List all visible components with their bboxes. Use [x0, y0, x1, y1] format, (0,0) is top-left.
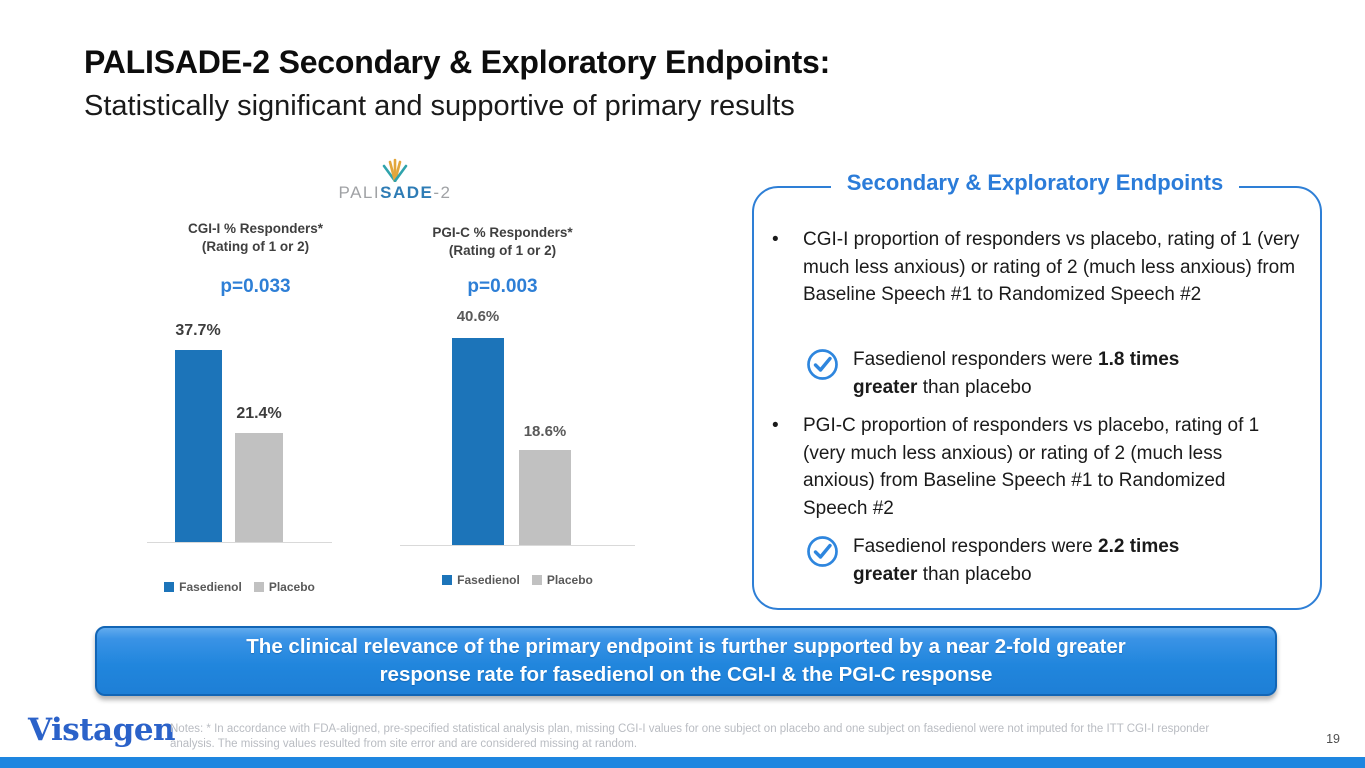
conclusion-banner	[95, 626, 1277, 696]
chart2-p-value: p=0.003	[467, 276, 538, 297]
footnote-line2: analysis. The missing values resulted from site error and are considered missing at random.	[170, 737, 638, 750]
callout-text-bold: 1.8 times greater	[853, 349, 1180, 398]
endpoints-heading-label: Secondary & Exploratory Endpoints	[831, 170, 1240, 195]
check-circle-icon	[806, 535, 839, 568]
chart2-title-line1: PGI-C % Responders*	[432, 225, 573, 240]
slide-subtitle: Statistically significant and supportive of primary results	[84, 90, 795, 122]
legend-placebo-swatch	[254, 582, 264, 592]
chart1-bar1-value: 37.7%	[175, 322, 221, 339]
fan-rays-icon	[380, 158, 410, 182]
bullet-marker: •	[772, 229, 779, 250]
bottom-accent-bar	[0, 757, 1365, 768]
callout-text-pre: Fasedienol responders were	[853, 349, 1099, 370]
chart2-placebo-bar	[519, 450, 571, 545]
palisade-word-mid: SADE	[380, 183, 434, 202]
legend-fasedienol-swatch	[442, 575, 452, 585]
chart1-title-line2: (Rating of 1 or 2)	[201, 238, 310, 254]
callout-pgi-text	[853, 533, 1205, 588]
bullet-pgi-text: PGI-C proportion of responders vs placebo, rating of 1 (very much less anxious) or rating of 2 (much less anxious) from Baseline Speech #1 to Randomized Speech #2	[803, 415, 1260, 519]
chart1-plot-area	[147, 330, 332, 543]
chart1-legend	[147, 580, 332, 594]
chart1-title-line1: CGI-I % Responders*	[187, 221, 324, 236]
bullet-pgi	[772, 412, 1292, 522]
bullet-cgi	[772, 226, 1307, 309]
chart2-legend	[400, 573, 635, 587]
bullet-cgi-text: CGI-I proportion of responders vs placebo, rating of 1 (very much less anxious) or rating of 2 (much less anxious) from Baseline Speech #1 to Randomized Speech #2	[803, 229, 1300, 305]
callout-cgi-text	[853, 346, 1205, 401]
chart2-title	[405, 224, 600, 259]
palisade-word-pre: PALI	[338, 183, 381, 202]
callout-text-post: than placebo	[917, 563, 1032, 585]
chart1-placebo-bar	[235, 433, 283, 542]
endpoints-heading	[752, 170, 1318, 196]
callout-pgi	[806, 533, 1236, 588]
legend-fasedienol-label: Fasedienol	[457, 573, 520, 587]
palisade-wordmark	[320, 183, 470, 203]
legend-placebo-label: Placebo	[546, 573, 593, 587]
palisade-logo	[320, 158, 470, 203]
bullet-marker: •	[772, 415, 779, 436]
footnotes	[170, 722, 1320, 751]
slide-title: PALISADE-2 Secondary & Exploratory Endpoints:	[84, 44, 831, 80]
legend-placebo-swatch	[532, 575, 542, 585]
chart2-bar1-value: 40.6%	[456, 308, 500, 325]
vistagen-logo: Vistagen	[28, 712, 176, 748]
legend-fasedienol-swatch	[164, 582, 174, 592]
legend-fasedienol-label: Fasedienol	[179, 580, 242, 594]
chart2-title-line2: (Rating of 1 or 2)	[448, 242, 557, 258]
chart2-bar2-value: 18.6%	[523, 423, 567, 440]
footnote-line1: Notes: * In accordance with FDA-aligned, pre-specified statistical analysis plan, missing CGI-I values for one subject on placebo and one subject on fasedienol were not imputed for the ITT CGI-I responder	[170, 723, 1210, 735]
banner-line2: response rate for fasedienol on the CGI-I & the PGI-C response	[379, 663, 993, 686]
banner-line1: The clinical relevance of the primary endpoint is further supported by a near 2-fold greater	[246, 635, 1126, 658]
callout-text-bold: 2.2 times greater	[853, 536, 1180, 585]
palisade-word-post: -2	[433, 183, 452, 202]
legend-placebo-label: Placebo	[268, 580, 315, 594]
chart1-p-value: p=0.033	[220, 276, 291, 297]
check-circle-icon	[806, 348, 839, 381]
chart2-fasedienol-bar	[452, 338, 504, 545]
callout-text-pre: Fasedienol responders were	[853, 536, 1099, 557]
chart1-fasedienol-bar	[175, 350, 222, 542]
page-number: 19	[1326, 732, 1340, 746]
chart1-bar2-value: 21.4%	[236, 405, 282, 422]
chart1-title	[158, 220, 353, 255]
callout-text-post: than placebo	[917, 376, 1032, 398]
chart2-plot-area	[400, 331, 635, 546]
callout-cgi	[806, 346, 1236, 401]
